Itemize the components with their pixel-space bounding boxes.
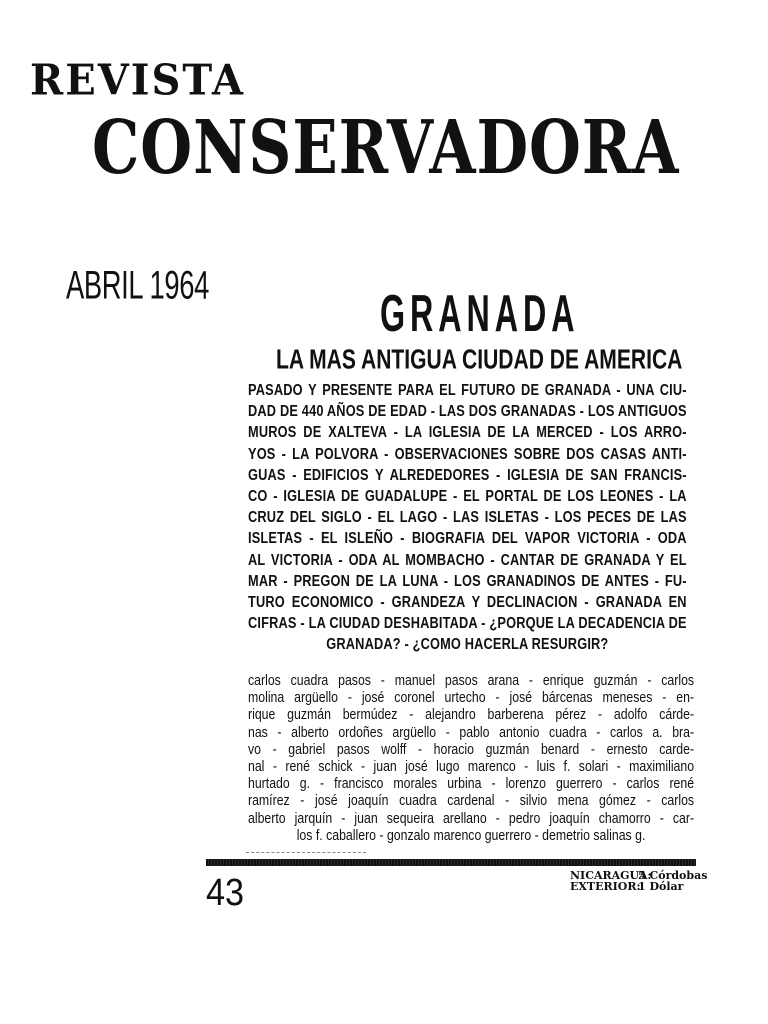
- author-line: vo - gabriel pasos wolff - horacio guzmán benard - ernesto carde-: [248, 740, 695, 758]
- masthead-title-line2: CONSERVADORA: [92, 105, 680, 192]
- price-label: EXTERIOR:: [570, 880, 641, 893]
- author-line: alberto jarquín - juan sequeira arellano - pedro joaquín chamorro - car-: [248, 809, 695, 827]
- price-value: 1 Dólar: [638, 880, 684, 893]
- price-label: NICARAGUA:: [570, 869, 652, 882]
- contents-line: GUAS - EDIFICIOS Y ALREDEDORES - IGLESIA DE SAN FRANCIS-: [248, 466, 687, 484]
- author-line: los f. caballero - gonzalo marenco guerrero - demetrio salinas g.: [296, 826, 646, 844]
- feature-contents: [248, 380, 688, 656]
- contents-line: CO - IGLESIA DE GUADALUPE - EL PORTAL DE LOS LEONES - LA: [248, 488, 687, 506]
- author-line: nas - alberto ordoñes argüello - pablo antonio cuadra - carlos a. bra-: [248, 723, 695, 741]
- authors-list: [248, 672, 694, 844]
- contents-line: CIFRAS - LA CIUDAD DESHABITADA - ¿PORQUE LA DECADENCIA DE: [248, 615, 687, 633]
- issue-date: ABRIL 1964: [66, 263, 209, 308]
- contents-line: YOS - LA POLVORA - OBSERVACIONES SOBRE DOS CASAS ANTI-: [248, 445, 687, 463]
- footer-rule: [206, 859, 696, 866]
- author-line: rique guzmán bermúdez - alejandro barberena pérez - adolfo cárde-: [248, 706, 695, 724]
- masthead-title-line1: REVISTA: [30, 55, 245, 106]
- price-value: 5 Córdobas: [638, 869, 708, 882]
- contents-line: MAR - PREGON DE LA LUNA - LOS GRANADINOS DE ANTES - FU-: [248, 572, 687, 590]
- author-line: carlos cuadra pasos - manuel pasos arana - enrique guzmán - carlos: [248, 672, 695, 689]
- author-line: molina argüello - josé coronel urtecho - josé bárcenas meneses - en-: [248, 689, 695, 707]
- contents-line: DAD DE 440 AÑOS DE EDAD - LAS DOS GRANADAS - LOS ANTIGUOS: [248, 403, 687, 421]
- contents-line: PASADO Y PRESENTE PARA EL FUTURO DE GRANADA - UNA CIU-: [248, 382, 687, 399]
- contents-line: CRUZ DEL SIGLO - EL LAGO - LAS ISLETAS - LOS PECES DE LAS: [248, 509, 687, 527]
- feature-title: GRANADA: [380, 285, 580, 343]
- contents-line: AL VICTORIA - ODA AL MOMBACHO - CANTAR DE GRANADA Y EL: [248, 551, 687, 569]
- author-line: hurtado g. - francisco morales urbina - lorenzo guerrero - carlos rené: [248, 775, 695, 793]
- contents-line: ISLETAS - EL ISLEÑO - BIOGRAFIA DEL VAPOR VICTORIA - ODA: [248, 530, 687, 548]
- divider-dashes: [246, 852, 366, 854]
- issue-number: 43: [206, 872, 245, 914]
- author-line: ramírez - josé joaquín cuadra cardenal - silvio mena gómez - carlos: [248, 792, 695, 810]
- price-table: [570, 870, 707, 892]
- feature-subtitle: LA MAS ANTIGUA CIUDAD DE AMERICA: [276, 343, 683, 375]
- contents-line: GRANADA? - ¿COMO HACERLA RESURGIR?: [326, 636, 609, 654]
- author-line: nal - rené schick - juan josé lugo marenco - luis f. solari - maximiliano: [248, 758, 695, 776]
- contents-line: TURO ECONOMICO - GRANDEZA Y DECLINACION - GRANADA EN: [248, 594, 687, 612]
- price-row: [570, 881, 707, 892]
- contents-line: MUROS DE XALTEVA - LA IGLESIA DE LA MERCED - LOS ARRO-: [248, 424, 687, 442]
